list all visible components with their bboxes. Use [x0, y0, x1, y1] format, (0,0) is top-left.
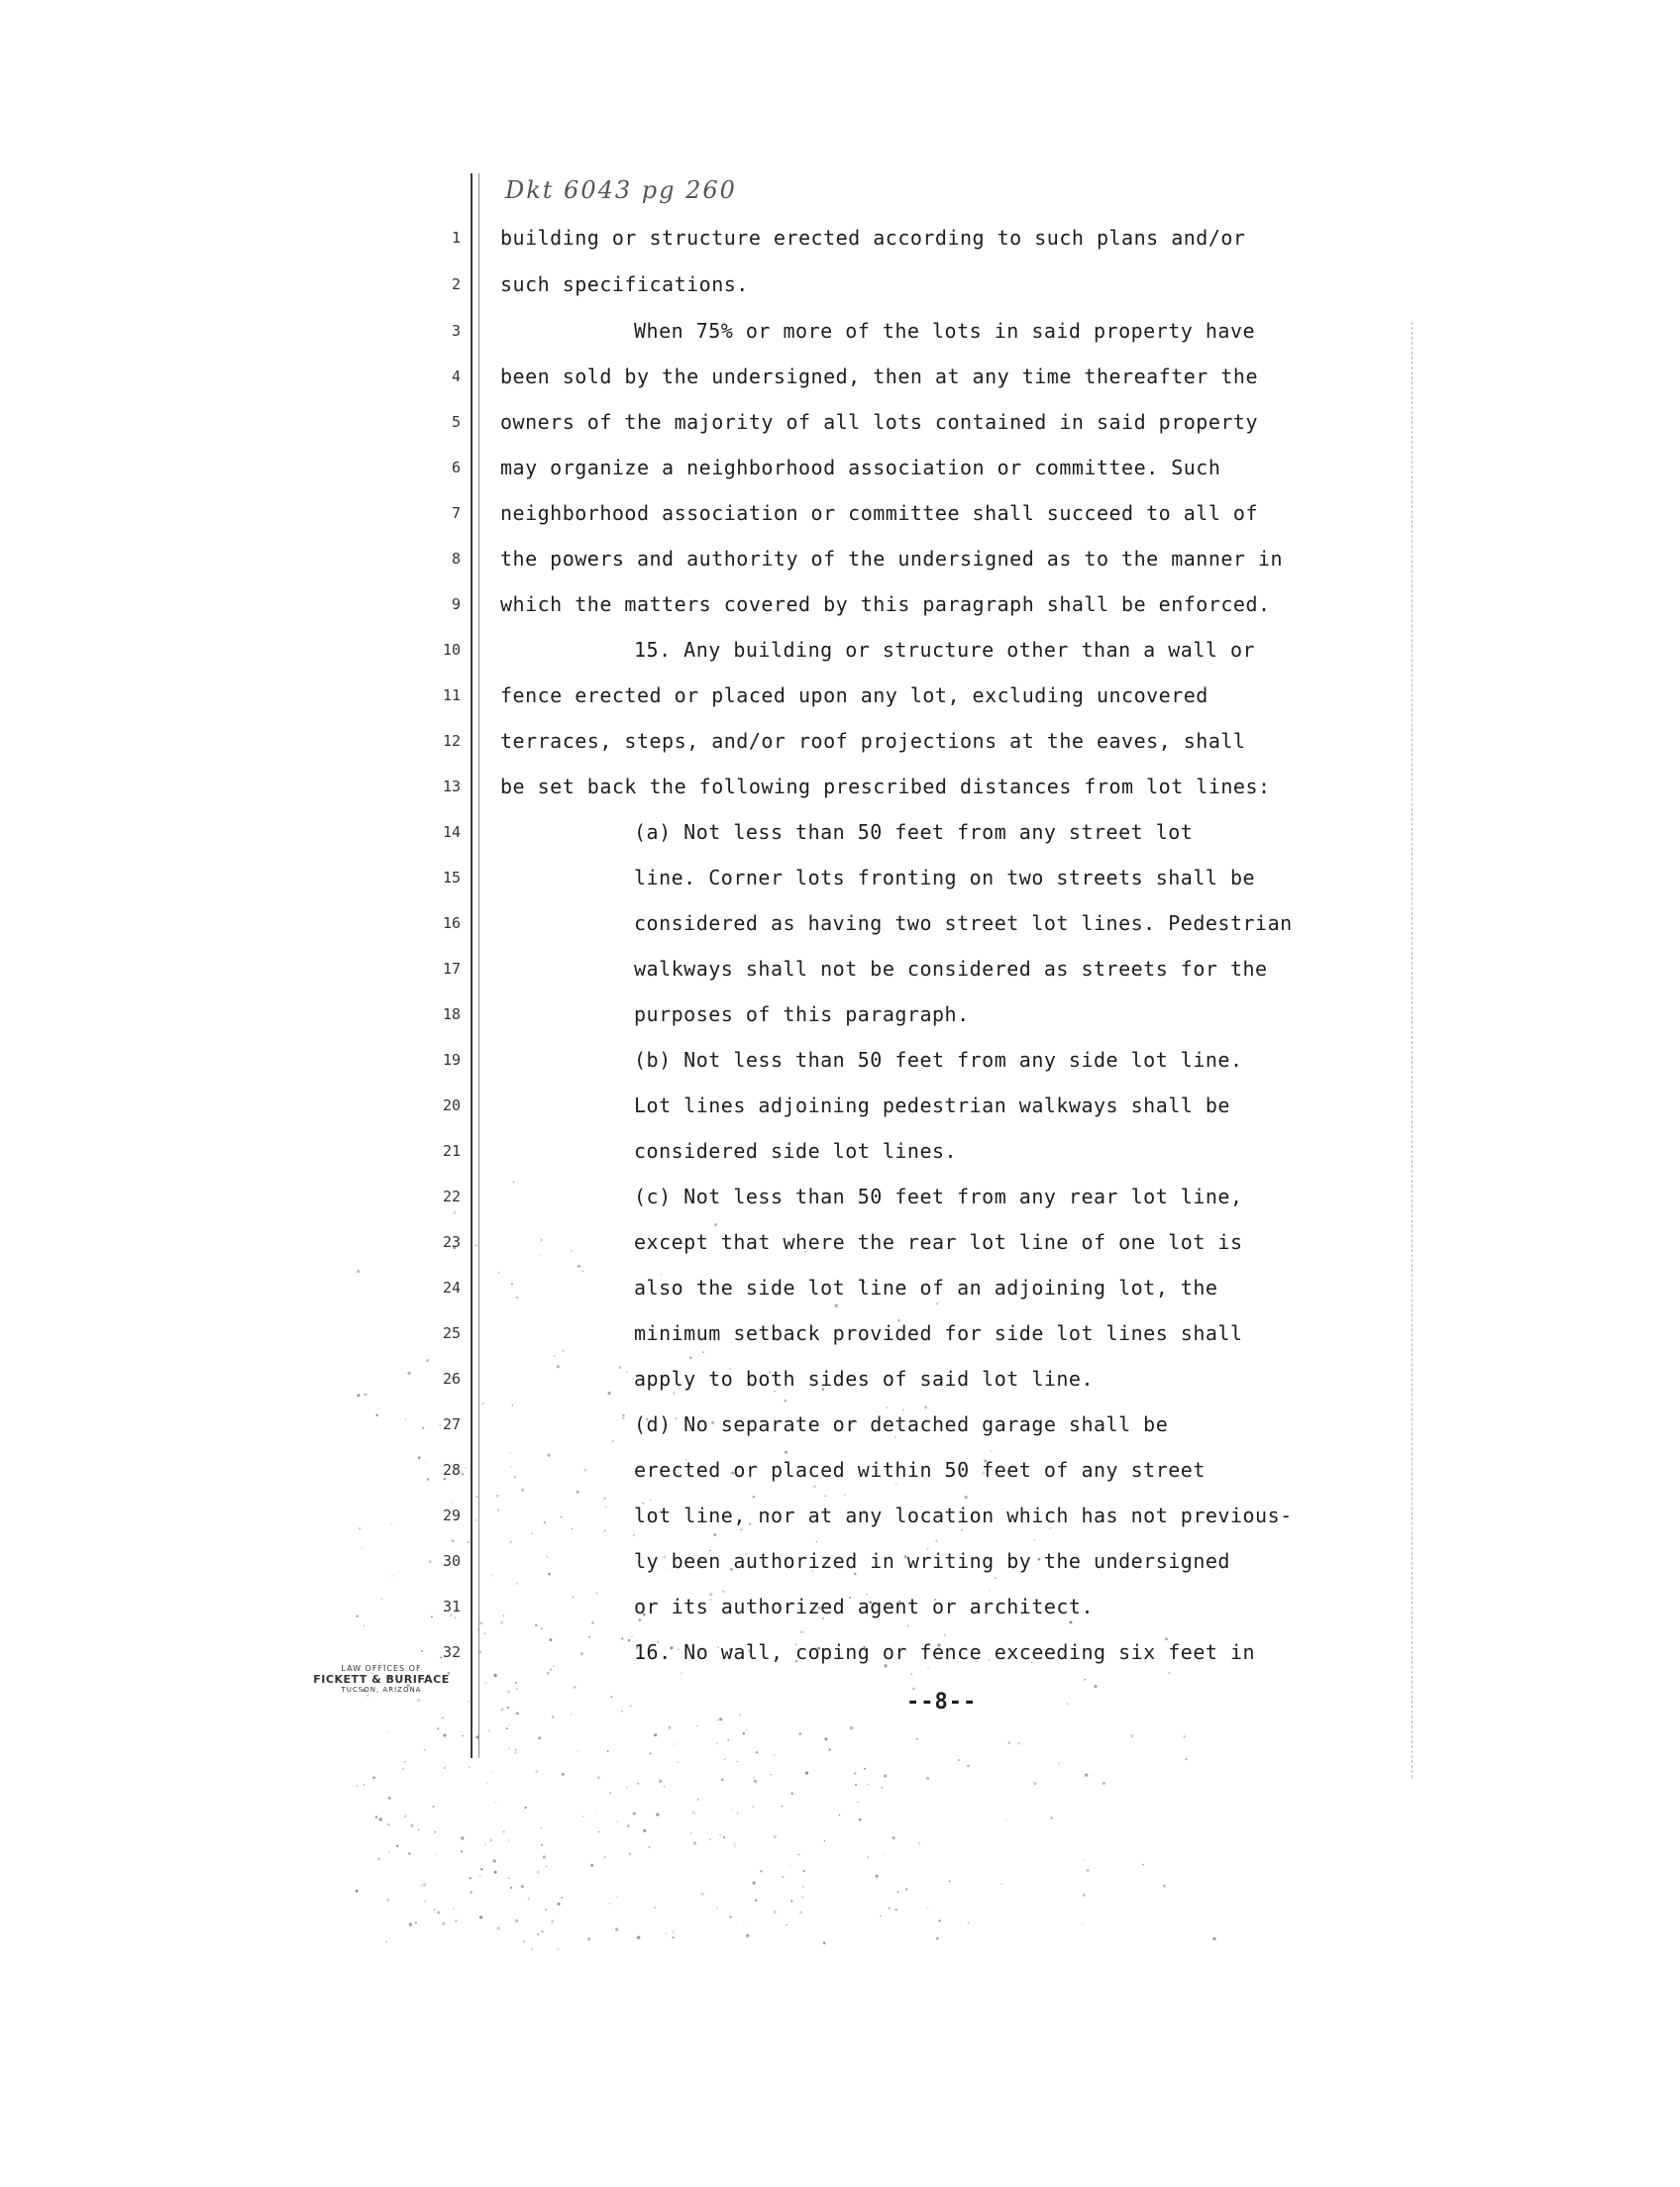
right-margin-rule [1412, 322, 1414, 1778]
line-number: 22 [442, 1188, 461, 1205]
line-number: 1 [451, 229, 461, 247]
line-number: 13 [442, 778, 461, 795]
text-line: apply to both sides of said lot line. [634, 1367, 1095, 1391]
text-line: neighborhood association or committee shall succeed to all of [500, 501, 1259, 525]
text-line: considered as having two street lot lines. Pedestrian [634, 911, 1293, 935]
line-number: 15 [442, 869, 461, 886]
line-number: 5 [451, 413, 461, 431]
line-number: 3 [451, 322, 461, 340]
text-line: been sold by the undersigned, then at any time thereafter the [500, 364, 1259, 388]
text-line: such specifications. [500, 272, 749, 296]
text-line: walkways shall not be considered as streets for the [634, 957, 1268, 981]
text-line: ly been authorized in writing by the undersigned [634, 1549, 1230, 1573]
firm-name: FICKETT & BURIFACE [313, 1673, 450, 1686]
line-number: 11 [442, 686, 461, 704]
text-line: 16. No wall, coping or fence exceeding six feet in [634, 1640, 1256, 1664]
text-line: except that where the rear lot line of one lot is [634, 1230, 1243, 1254]
line-number: 24 [442, 1279, 461, 1297]
line-number: 12 [442, 732, 461, 750]
line-number: 30 [442, 1552, 461, 1570]
handwritten-note: Dkt 6043 pg 260 [505, 176, 737, 204]
text-line: Lot lines adjoining pedestrian walkways shall be [634, 1094, 1230, 1117]
line-number: 31 [442, 1598, 461, 1615]
line-number: 19 [442, 1051, 461, 1069]
text-line: considered side lot lines. [634, 1139, 958, 1163]
text-line: may organize a neighborhood association or committee. Such [500, 456, 1221, 479]
text-line: lot line, nor at any location which has not previous- [634, 1504, 1293, 1527]
text-line: which the matters covered by this paragraph shall be enforced. [500, 592, 1271, 616]
text-line: the powers and authority of the undersigned as to the manner in [500, 547, 1284, 571]
line-number: 6 [451, 459, 461, 476]
text-line: owners of the majority of all lots contained in said property [500, 410, 1259, 434]
text-line: also the side lot line of an adjoining lot, the [634, 1276, 1218, 1300]
line-number: 23 [442, 1233, 461, 1251]
line-number: 9 [451, 595, 461, 613]
text-line: purposes of this paragraph. [634, 1002, 970, 1026]
text-line: be set back the following prescribed distances from lot lines: [500, 775, 1271, 798]
firm-line-1: LAW OFFICES OF [341, 1664, 422, 1673]
line-number: 28 [442, 1461, 461, 1479]
text-line: 15. Any building or structure other than a wall or [634, 638, 1256, 662]
text-line: (a) Not less than 50 feet from any street lot [634, 820, 1194, 844]
left-margin-rule-inner [478, 173, 479, 1758]
line-number: 26 [442, 1370, 461, 1388]
text-line: terraces, steps, and/or roof projections at the eaves, shall [500, 729, 1246, 753]
firm-location: TUCSON, ARIZONA [341, 1686, 422, 1694]
page-number: --8-- [906, 1690, 978, 1715]
text-line: (b) Not less than 50 feet from any side lot line. [634, 1048, 1243, 1072]
text-line: erected or placed within 50 feet of any street [634, 1458, 1206, 1482]
line-number: 7 [451, 504, 461, 522]
line-number: 16 [442, 914, 461, 932]
line-number: 20 [442, 1096, 461, 1114]
line-number: 2 [451, 275, 461, 293]
text-line: minimum setback provided for side lot lines shall [634, 1321, 1243, 1345]
text-line: line. Corner lots fronting on two streets shall be [634, 866, 1256, 889]
line-number: 14 [442, 823, 461, 841]
left-margin-rule [471, 173, 472, 1758]
line-number: 29 [442, 1507, 461, 1524]
text-line: building or structure erected according to such plans and/or [500, 226, 1246, 250]
line-number: 10 [442, 641, 461, 659]
line-number: 32 [442, 1643, 461, 1661]
line-number: 18 [442, 1005, 461, 1023]
line-number: 4 [451, 367, 461, 385]
text-line: fence erected or placed upon any lot, excluding uncovered [500, 683, 1208, 707]
line-number: 8 [451, 550, 461, 568]
text-line: (c) Not less than 50 feet from any rear lot line, [634, 1185, 1243, 1208]
law-office-imprint [302, 1664, 461, 1694]
text-line: (d) No separate or detached garage shall be [634, 1412, 1169, 1436]
line-number: 27 [442, 1415, 461, 1433]
line-number: 17 [442, 960, 461, 978]
text-line: When 75% or more of the lots in said property have [634, 319, 1256, 343]
text-line: or its authorized agent or architect. [634, 1595, 1095, 1618]
line-number: 25 [442, 1324, 461, 1342]
line-number: 21 [442, 1142, 461, 1160]
